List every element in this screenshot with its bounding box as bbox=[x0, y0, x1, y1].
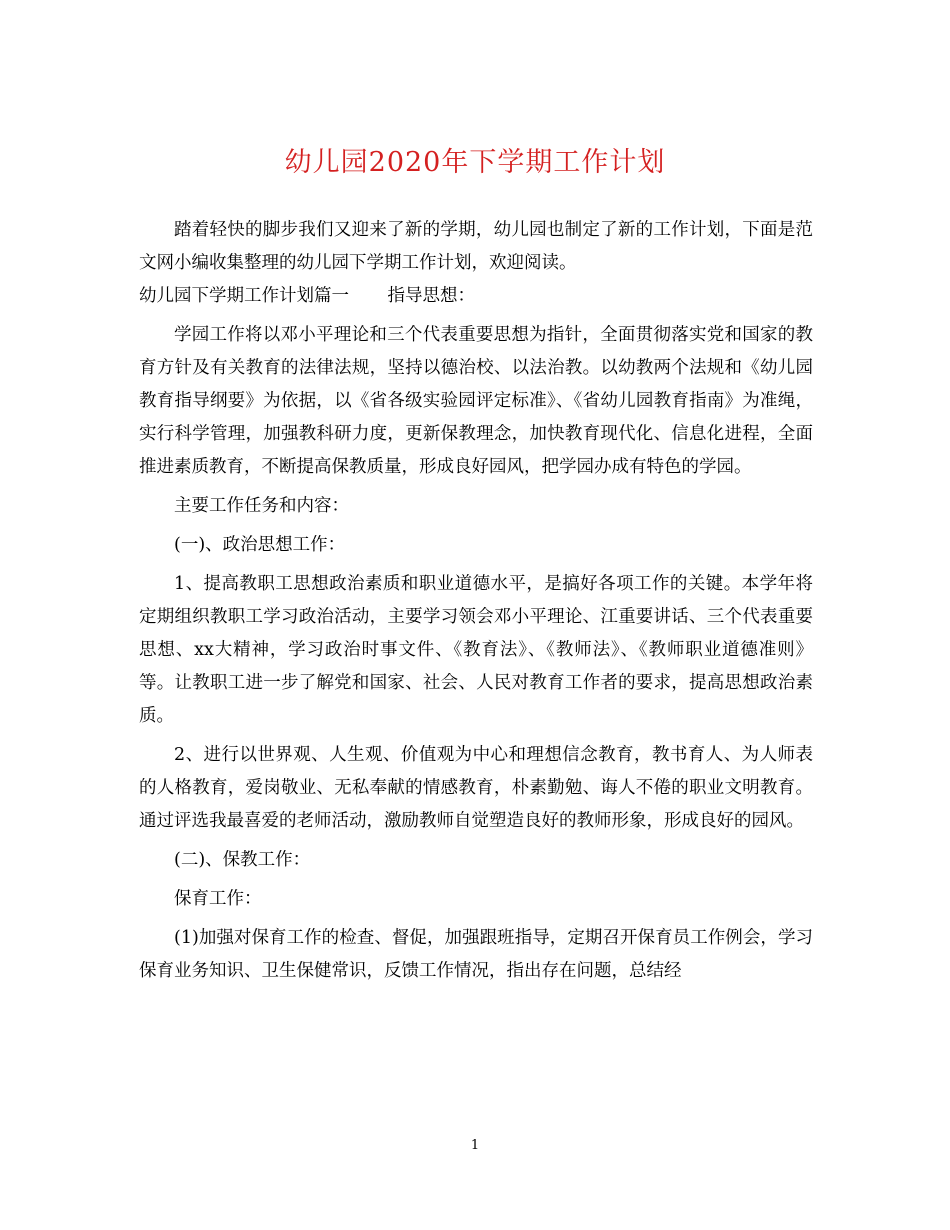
section-heading-line bbox=[139, 280, 813, 313]
childcare-work-heading: 保育工作： bbox=[174, 889, 262, 909]
document-body bbox=[139, 214, 813, 988]
section-subheading: 指导思想： bbox=[387, 286, 475, 306]
care-education-heading: (二)、保教工作： bbox=[174, 850, 311, 870]
page-number: 1 bbox=[470, 1138, 480, 1153]
guiding-thought-paragraph: 学园工作将以邓小平理论和三个代表重要思想为指针，全面贯彻落实党和国家的教育方针及有关教育的法律法规，坚持以德治校、以法治教。以幼教两个法规和《幼儿园教育指导纲要》为依据，以《省各级实验园评定标准》、《省幼儿园教育指南》为准绳，实行科学管理，加强教科研力度，更新保教理念，加快教育现代化、信息化进程，全面推进素质教育，不断提高保教质量，形成良好园风，把学园办成有特色的学园。 bbox=[139, 325, 813, 477]
political-work-item-2: 2、进行以世界观、人生观、价值观为中心和理想信念教育，教书育人、为人师表的人格教育，爱岗敬业、无私奉献的情感教育，朴素勤勉、诲人不倦的职业文明教育。通过评选我最喜爱的老师活动，激励教师自觉塑造良好的教师形象，形成良好的园风。 bbox=[139, 745, 813, 831]
main-tasks-heading: 主要工作任务和内容： bbox=[174, 496, 349, 516]
political-work-heading: (一)、政治思想工作： bbox=[174, 535, 346, 555]
section-heading: 幼儿园下学期工作计划篇一 bbox=[139, 286, 349, 306]
childcare-work-item-1: (1)加强对保育工作的检查、督促，加强跟班指导，定期召开保育员工作例会，学习保育业务知识、卫生保健常识，反馈工作情况，指出存在问题，总结经 bbox=[139, 928, 813, 981]
political-work-item-1: 1、提高教职工思想政治素质和职业道德水平，是搞好各项工作的关键。本学年将定期组织教职工学习政治活动，主要学习领会邓小平理论、江重要讲话、三个代表重要思想、xx大精神，学习政治时事文件、《教育法》、《教师法》、《教师职业道德准则》等。让教职工进一步了解党和国家、社会、人民对教育工作者的要求，提高思想政治素质。 bbox=[139, 574, 813, 726]
intro-paragraph: 踏着轻快的脚步我们又迎来了新的学期，幼儿园也制定了新的工作计划，下面是范文网小编收集整理的幼儿园下学期工作计划，欢迎阅读。 bbox=[139, 220, 813, 273]
document-title: 幼儿园2020年下学期工作计划 bbox=[284, 147, 666, 178]
